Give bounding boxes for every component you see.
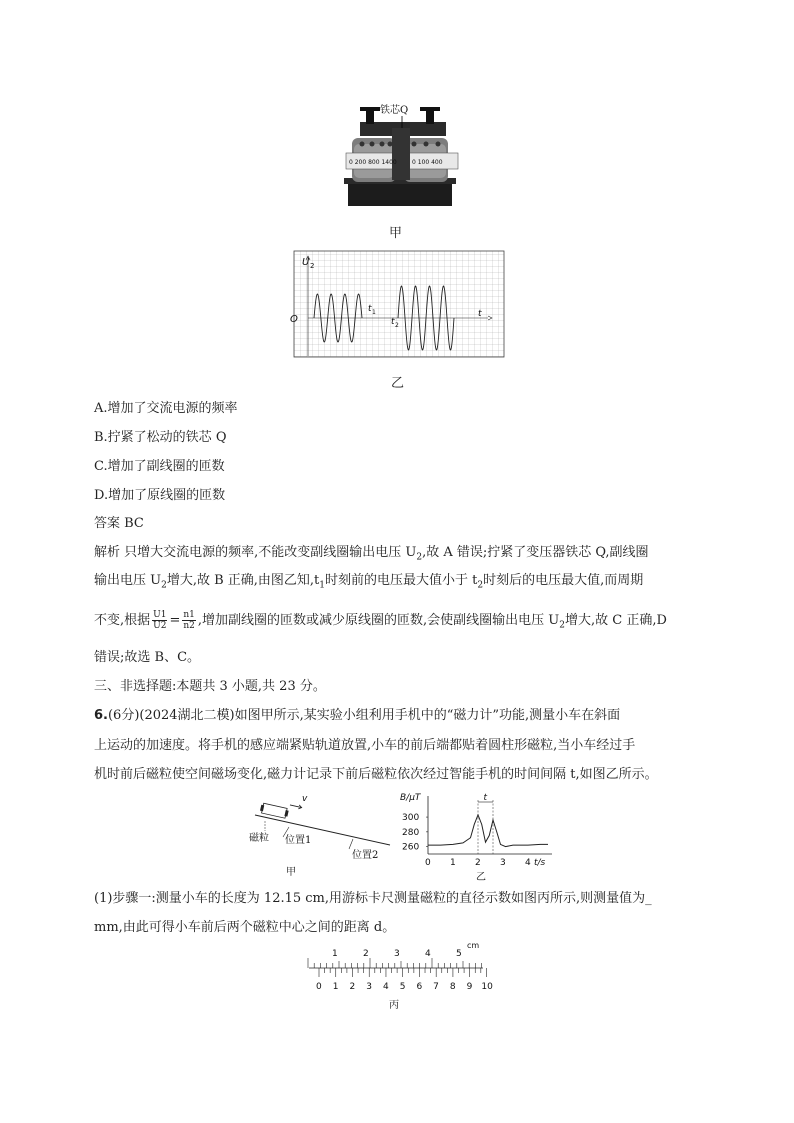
analysis-l2c: 时刻前的电压最大值小于 t [325,573,478,588]
analysis-l2d: 时刻后的电压最大值,而周期 [483,573,644,588]
vernier-caliper [305,938,493,1013]
incline-caption: 甲 [286,867,296,878]
incline-figure [245,793,395,883]
vernier-label: 10 [481,982,493,992]
x-tick-label: 0 [425,858,431,868]
question-6-number: 6. [94,708,108,723]
vernier-label: 6 [416,982,423,992]
option-d: D.增加了原线圈的匝数 [94,488,226,503]
scale-left-text: 0 200 800 1400 [349,159,397,166]
x-tick-label: 2 [475,858,481,868]
caliper-caption: 丙 [389,1000,399,1011]
analysis-l3b: ,增加副线圈的匝数或减少原线圈的匝数,会使副线圈输出电压 U [197,613,560,628]
question-6-line-2: 上运动的加速度。将手机的感应端紧贴轨道放置,小车的前后端都贴着圆柱形磁粒,当小车经过手 [94,738,636,753]
vernier-label: 3 [366,982,372,992]
ratio-u-fraction [152,610,167,631]
question-6-text-1: (6分)(2024湖北二模)如图甲所示,某实验小组利用手机中的“磁力计”功能,测量小车在斜面 [107,708,621,723]
t-axis-label: t [478,309,482,319]
vernier-label: 4 [382,982,389,992]
equals-sign: = [169,613,181,628]
main-scale-label: 4 [425,949,431,959]
frac1-num: U1 [153,610,167,620]
magnet-label: 磁粒 [249,833,269,844]
oscilloscope-figure [288,248,508,360]
position-1-label: 位置1 [285,835,312,846]
part-1-line-2: mm,由此可得小车前后两个磁粒中心之间的距离 d。 [94,920,396,935]
figure-yi-caption: 乙 [391,376,405,391]
analysis-l2a: 输出电压 U [94,573,162,588]
x-axis-label: t/s [534,858,546,868]
x-tick-label: 3 [500,858,506,868]
figure-jia-caption: 甲 [389,226,403,241]
analysis-sub1: 2 [416,552,423,563]
main-scale-label: 2 [363,949,369,959]
y-tick-label: 260 [402,842,420,853]
t1-sub: 1 [372,309,376,316]
analysis-line-4: 错误;故选 B、C。 [94,650,201,665]
x-tick-label: 4 [525,858,531,868]
answer: 答案 BC [94,516,144,531]
vernier-label: 1 [332,982,339,992]
vernier-label: 2 [349,982,356,992]
analysis-l3c: 增大,故 C 正确,D [564,613,667,628]
magnetometer-chart [398,788,558,884]
part-1-line-1: (1)步骤一:测量小车的长度为 12.15 cm,用游标卡尺测量磁粒的直径示数如图丙所示,则测量值为_ [94,891,652,906]
main-scale-label: 3 [394,949,400,959]
analysis-l3a: 不变,根据 [94,613,151,628]
position-2-label: 位置2 [352,850,379,861]
analysis-sub3: 1 [319,580,326,591]
transformer-photo [340,98,465,210]
analysis-l1b: ,故 A 错误;拧紧了变压器铁芯 Q,副线圈 [422,545,649,560]
frac1-den: U2 [153,621,167,631]
b-series-line [428,815,548,847]
vernier-label: 9 [466,982,473,992]
interval-label: t [483,793,488,803]
vernier-label: 5 [399,982,406,992]
option-a: A.增加了交流电源的频率 [94,401,238,416]
main-scale-label: 5 [456,949,462,959]
analysis-sub2: 2 [161,580,167,591]
frac2-num: n1 [183,610,195,620]
vernier-label: 7 [433,982,439,992]
analysis-l2b: 增大,故 B 正确,由图乙知,t [166,573,320,588]
question-6-line-1 [94,707,620,725]
question-6-line-3: 机时前后磁粒使空间磁场变化,磁力计记录下前后磁粒依次经过智能手机的时间间隔 t,如图乙所示。 [94,767,658,782]
t2-label: t [391,317,395,327]
unit-label: cm [467,941,480,950]
iron-core-label: 铁芯Q [380,105,409,116]
option-c: C.增加了副线圈的匝数 [94,459,225,474]
t2-sub: 2 [395,322,399,329]
analysis-l1a: 解析 只增大交流电源的频率,不能改变副线圈输出电压 U [94,545,417,560]
chart-caption: 乙 [476,872,486,883]
t1-label: t [368,304,372,314]
axis-u2-sub: 2 [310,262,315,270]
analysis-line-3 [94,606,667,641]
scale-right-text: 0 100 400 [412,159,443,166]
analysis-sub5: 2 [559,620,565,631]
y-tick-label: 300 [402,813,420,824]
axis-u2-label: U [302,257,310,268]
section-title: 三、非选择题:本题共 3 小题,共 23 分。 [94,679,326,694]
velocity-label: v [302,794,308,804]
vernier-label: 0 [316,982,322,992]
origin-label: O [290,314,298,325]
y-tick-label: 280 [402,827,420,838]
ratio-n-fraction [182,610,196,631]
main-scale-label: 1 [332,949,338,959]
vernier-label: 8 [449,982,456,992]
y-axis-label: B/μT [400,793,421,803]
option-b: B.拧紧了松动的铁芯 Q [94,430,227,445]
analysis-sub4: 2 [477,580,484,591]
analysis-line-1 [94,544,649,567]
analysis-line-2 [94,572,643,595]
frac2-den: n2 [183,621,195,631]
x-tick-label: 1 [450,858,456,868]
